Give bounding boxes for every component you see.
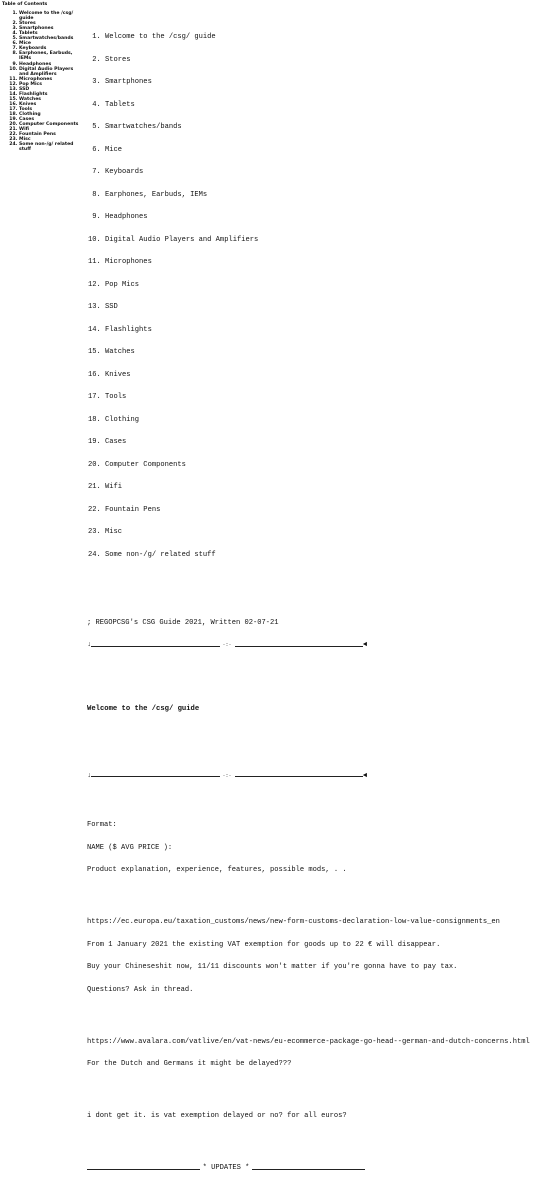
spacer	[87, 736, 537, 758]
separator-dots: ·:·	[222, 642, 232, 649]
separator-line	[235, 776, 363, 777]
vat-text: From 1 January 2021 the existing VAT exemption for goods up to 22 € will disappear.	[87, 940, 441, 949]
toc-item[interactable]: 4. Tablets	[105, 102, 537, 110]
sidebar-item[interactable]: 20. Computer Components	[19, 122, 84, 127]
toc-item[interactable]: 14. Flashlights	[105, 327, 537, 335]
toc-item[interactable]: 5. Smartwatches/bands	[105, 124, 537, 132]
toc-item[interactable]: 19. Cases	[105, 439, 537, 447]
toc-item[interactable]: 18. Clothing	[105, 417, 537, 425]
sidebar-item[interactable]: 24. Some non-/g/ related stuff	[19, 142, 84, 152]
toc-item[interactable]: 24. Some non-/g/ related stuff	[105, 552, 537, 560]
sidebar-item[interactable]: 3. Smartphones	[19, 26, 84, 31]
sidebar-item[interactable]: 6. Mice	[19, 41, 84, 46]
sidebar-item[interactable]: 12. Pop Mics	[19, 82, 84, 87]
sidebar-item[interactable]: 5. Smartwatches/bands	[19, 36, 84, 41]
toc-item[interactable]: 23. Misc	[105, 529, 537, 537]
left-arrow-glyph: ◄	[362, 771, 368, 780]
format-line: Product explanation, experience, features, possible mods, . .	[87, 866, 347, 874]
toc-item[interactable]: 13. SSD	[105, 304, 537, 312]
sidebar-item[interactable]: 21. Wifi	[19, 127, 84, 132]
toc-item[interactable]: 2. Stores	[105, 57, 537, 65]
section-title: Welcome to the /csg/ guide	[87, 704, 200, 713]
spacer	[87, 1091, 537, 1098]
sidebar-item[interactable]: 17. Tools	[19, 107, 84, 112]
sidebar-item[interactable]: 13. SSD	[19, 87, 84, 92]
sidebar-item[interactable]: 1. Welcome to the /csg/ guide	[19, 11, 84, 21]
guide-header-note: ; REGOPCSG's CSG Guide 2021, Written 02-07-21	[87, 618, 279, 627]
sidebar-item[interactable]: 8. Earphones, Earbuds, IEMs	[19, 51, 84, 61]
delay-text: For the Dutch and Germans it might be delayed???	[87, 1060, 292, 1068]
vat-text: Questions? Ask in thread.	[87, 985, 194, 994]
down-arrow-glyph: ↓	[87, 771, 92, 780]
toc-item[interactable]: 15. Watches	[105, 349, 537, 357]
sidebar-item[interactable]: 15. Watches	[19, 97, 84, 102]
toc-item[interactable]: 22. Fountain Pens	[105, 507, 537, 515]
spacer	[87, 897, 537, 904]
spacer	[87, 673, 537, 691]
toc-item[interactable]: 1. Welcome to the /csg/ guide	[105, 34, 537, 42]
divider-line	[252, 1169, 365, 1170]
left-arrow-glyph: ◄	[362, 641, 368, 650]
sidebar-item[interactable]: 9. Headphones	[19, 62, 84, 67]
sidebar-item[interactable]: 4. Tablets	[19, 31, 84, 36]
sidebar-item[interactable]: 19. Cases	[19, 117, 84, 122]
sidebar-item[interactable]: 10. Digital Audio Players and Amplifiers	[19, 67, 84, 77]
sidebar-item[interactable]: 2. Stores	[19, 21, 84, 26]
toc-item[interactable]: 7. Keyboards	[105, 169, 537, 177]
separator-dots: ·:·	[222, 772, 232, 779]
main-toc-list	[87, 19, 537, 574]
sidebar-item[interactable]: 7. Keyboards	[19, 46, 84, 51]
spacer	[87, 803, 537, 807]
separator-line	[235, 646, 363, 647]
sidebar-toc	[2, 2, 84, 152]
question-text: i dont get it. is vat exemption delayed or no? for all euros?	[87, 1112, 347, 1120]
toc-item[interactable]: 16. Knives	[105, 372, 537, 380]
ascii-separator	[87, 773, 367, 781]
customs-link[interactable]: https://ec.europa.eu/taxation_customs/news/new-form-customs-declaration-low-value-consignments_en	[87, 918, 500, 926]
sidebar-item[interactable]: 14. Flashlights	[19, 92, 84, 97]
toc-item[interactable]: 11. Microphones	[105, 259, 537, 267]
updates-divider	[87, 1165, 365, 1173]
toc-item[interactable]: 21. Wifi	[105, 484, 537, 492]
spacer	[87, 1143, 537, 1150]
spacer	[87, 1017, 537, 1024]
toc-item[interactable]: 17. Tools	[105, 394, 537, 402]
toc-item[interactable]: 3. Smartphones	[105, 79, 537, 87]
toc-item[interactable]: 8. Earphones, Earbuds, IEMs	[105, 192, 537, 200]
sidebar-list	[2, 11, 84, 152]
down-arrow-glyph: ↓	[87, 641, 92, 650]
main-content	[87, 4, 537, 1181]
sidebar-item[interactable]: 11. Microphones	[19, 77, 84, 82]
updates-label: * UPDATES *	[202, 1164, 250, 1173]
sidebar-item[interactable]: 23. Misc	[19, 137, 84, 142]
divider-line	[87, 1169, 200, 1170]
toc-item[interactable]: 6. Mice	[105, 147, 537, 155]
ascii-separator	[87, 642, 367, 650]
vat-text: Buy your Chineseshit now, 11/11 discounts won't matter if you're gonna have to pay tax.	[87, 963, 458, 971]
avalara-link[interactable]: https://www.avalara.com/vatlive/en/vat-news/eu-ecommerce-package-go-head--german-and-dutch-concerns.html	[87, 1037, 530, 1046]
toc-item[interactable]: 10. Digital Audio Players and Amplifiers	[105, 237, 537, 245]
sidebar-item[interactable]: 16. Knives	[19, 102, 84, 107]
format-label: Format:	[87, 821, 117, 829]
spacer	[87, 597, 537, 605]
separator-line	[91, 646, 219, 647]
sidebar-item[interactable]: 18. Clothing	[19, 112, 84, 117]
toc-item[interactable]: 20. Computer Components	[105, 462, 537, 470]
toc-item[interactable]: 9. Headphones	[105, 214, 537, 222]
toc-item[interactable]: 12. Pop Mics	[105, 282, 537, 290]
sidebar-item[interactable]: 22. Fountain Pens	[19, 132, 84, 137]
format-line: NAME ($ AVG PRICE ):	[87, 843, 173, 852]
sidebar-title: Table of Contents	[2, 2, 48, 7]
separator-line	[91, 776, 219, 777]
